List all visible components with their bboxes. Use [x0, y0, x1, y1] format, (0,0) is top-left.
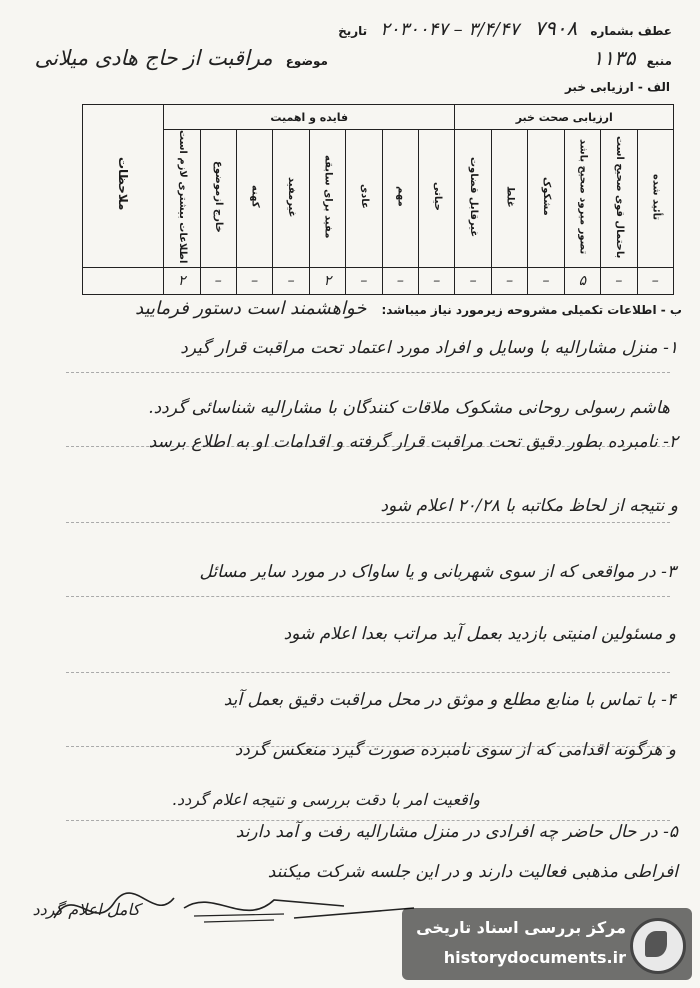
- column-header: مفید برای سابقه: [309, 130, 345, 268]
- source-line: [593, 46, 673, 70]
- table-cell: –: [637, 268, 673, 295]
- column-header: اطلاعات بیشتری لازم است: [164, 130, 201, 268]
- watermark-url: historydocuments.ir: [443, 948, 626, 967]
- ruled-line: [66, 522, 670, 523]
- column-header: خارج ازموضوع: [200, 130, 236, 268]
- remarks-header-cell: [83, 105, 164, 268]
- ref-label: عطف بشماره: [590, 24, 672, 38]
- date-label: تاریخ: [338, 24, 368, 38]
- group-accuracy: ارزیابی صحت خبر: [455, 105, 674, 130]
- table-cell: –: [346, 268, 382, 295]
- ruled-line: [66, 596, 670, 597]
- column-header: کهنه: [236, 130, 272, 268]
- section-a-title: الف - ارزیابی خبر: [564, 80, 670, 94]
- watermark-name: مرکز بررسی اسناد تاریخی: [416, 918, 626, 937]
- table-cell: –: [273, 268, 309, 295]
- remarks-cell: [83, 268, 164, 295]
- handwritten-line: ۵- در حال حاضر چه افرادی در منزل مشارالیه رفت و آمد دارند: [235, 822, 678, 842]
- table-cell: ۵: [564, 268, 600, 295]
- evaluation-table: [82, 104, 674, 295]
- column-header: تصور میرود صحیح باشد: [564, 130, 600, 268]
- table-cell: –: [601, 268, 637, 295]
- column-header: مشکوک: [528, 130, 564, 268]
- handwritten-line: و نتیجه از لحاظ مکاتبه با ۲۰/۲۸ اعلام شود: [380, 496, 678, 516]
- handwritten-line: ۱- منزل مشارالیه با وسایل و افراد مورد اعتماد تحت مراقبت قرار گیرد: [180, 338, 678, 358]
- table-cell: –: [419, 268, 455, 295]
- table-cell: ۲: [164, 268, 201, 295]
- date-value: ۳/۴/۴۷ – ۲۰۳۰۰۴۷: [380, 19, 520, 40]
- source-value: ۱۱۳۵: [592, 46, 636, 70]
- section-b-header: [135, 298, 682, 319]
- column-header: غیرقابل قضاوت: [455, 130, 491, 268]
- column-header: حیاتی: [419, 130, 455, 268]
- subject-line: [35, 46, 328, 70]
- watermark-banner: [402, 908, 692, 980]
- column-header-row: [83, 130, 674, 268]
- value-row: [83, 268, 674, 295]
- group-usefulness: فایده و اهمیت: [164, 105, 455, 130]
- section-b-intro: خواهشمند است دستور فرمایید: [135, 298, 367, 319]
- table-cell: ۲: [309, 268, 345, 295]
- subject-value: مراقبت از حاج هادی میلانی: [34, 46, 273, 70]
- handwritten-line: ۴- با تماس با منابع مطلع و موثق در محل مراقبت دقیق بعمل آید: [223, 690, 676, 710]
- table-cell: –: [528, 268, 564, 295]
- handwritten-line: هاشم رسولی روحانی مشکوک ملاقات کنندگان با مشارالیه شناسائی گردد.: [148, 398, 670, 418]
- table-cell: –: [236, 268, 272, 295]
- ref-line: [338, 16, 672, 40]
- table-cell: –: [382, 268, 418, 295]
- ref-number: ۷۹۰۸: [534, 16, 578, 40]
- column-header: غیرمفید: [273, 130, 309, 268]
- column-header: غلط: [491, 130, 527, 268]
- ruled-line: [66, 820, 670, 821]
- source-label: منبع: [646, 54, 672, 68]
- signature-scribble: [44, 878, 424, 938]
- handwritten-line: افراطی مذهبی فعالیت دارند و در این جلسه شرکت میکنند: [267, 862, 678, 882]
- archive-logo-icon: [630, 918, 686, 974]
- handwritten-line: واقعیت امر با دقت بررسی و نتیجه اعلام گردد.: [171, 790, 480, 809]
- handwritten-line: و مسئولین امنیتی بازدید بعمل آید مراتب بعدا اعلام شود: [283, 624, 676, 644]
- ruled-line: [66, 372, 670, 373]
- remarks-header: ملاحظات: [116, 157, 130, 211]
- handwritten-line: کامل اعلام گردد: [32, 900, 140, 919]
- ruled-line: [66, 672, 670, 673]
- column-header: مهم: [382, 130, 418, 268]
- table-cell: –: [491, 268, 527, 295]
- section-b-label: ب - اطلاعات تکمیلی مشروحه زیرمورد نیاز میباشد:: [381, 303, 682, 317]
- handwritten-line: ۲- نامبرده بطور دقیق تحت مراقبت قرار گرفته و اقدامات او به اطلاع برسد: [148, 432, 678, 452]
- column-header: عادی: [346, 130, 382, 268]
- table-cell: –: [455, 268, 491, 295]
- handwritten-line: ۳- در مواقعی که از سوی شهربانی و یا ساواک در مورد سایر مسائل: [199, 562, 676, 582]
- handwritten-line: و هرگونه اقدامی که از سوی نامبرده صورت گیرد منعکس گردد: [234, 740, 676, 760]
- column-header: تأئید شده: [637, 130, 673, 268]
- subject-label: موضوع: [285, 54, 328, 68]
- column-header: باحتمال قوی صحیح است: [601, 130, 637, 268]
- table-cell: –: [200, 268, 236, 295]
